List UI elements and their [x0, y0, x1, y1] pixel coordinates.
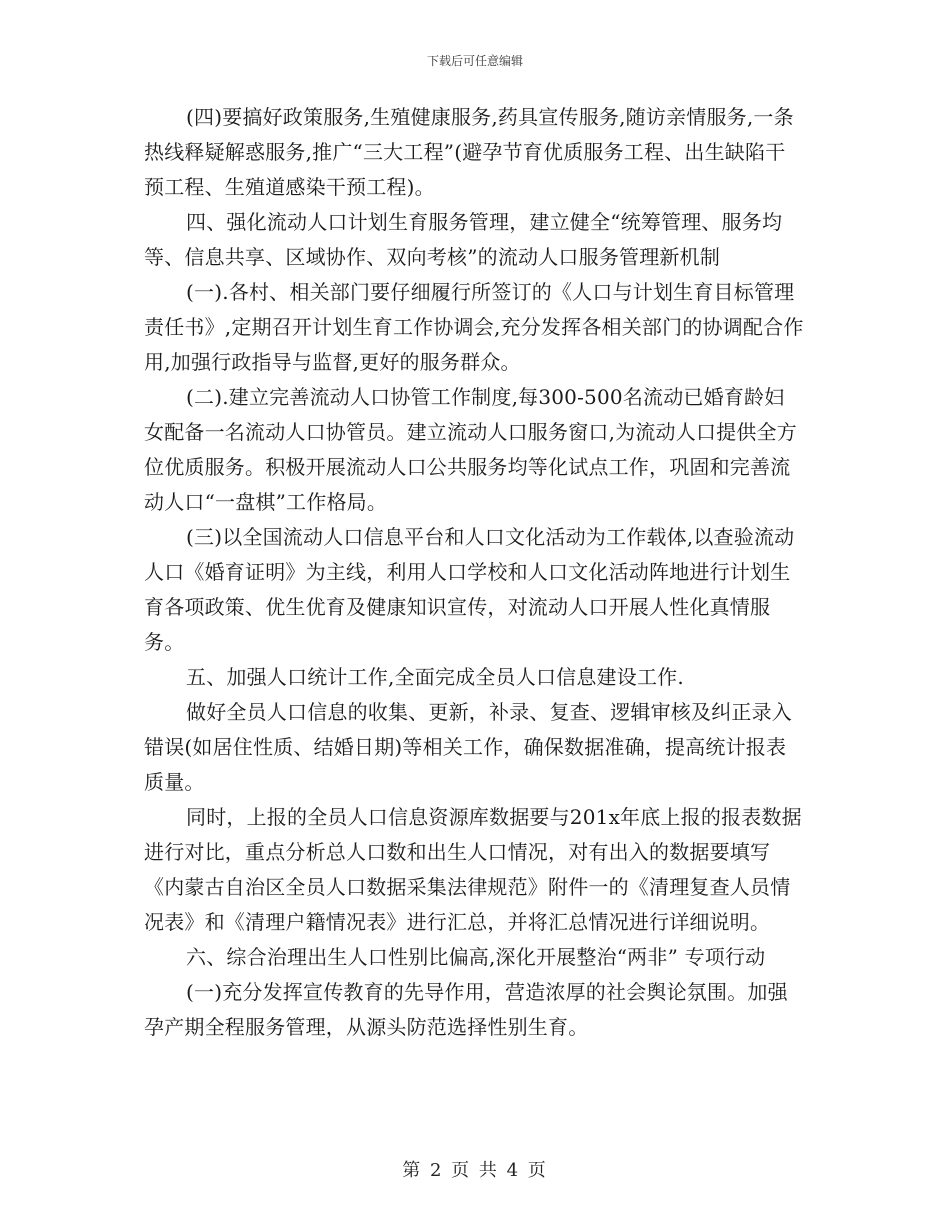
page-number: 第 2 页 共 4 页: [402, 1160, 548, 1181]
page-header: 下载后可任意编辑: [426, 54, 523, 68]
document-body: [144, 100, 804, 1045]
paragraph-service-policy: (四)要搞好政策服务,生殖健康服务,药具宣传服务,随访亲情服务,一条热线释疑解惑服务,推广“三大工程”(避孕节育优质服务工程、出生缺陷干预工程、生殖道感染干预工程)。: [144, 105, 794, 199]
heading-section-four: 四、强化流动人口计划生育服务管理，建立健全“统筹管理、服务均等、信息共享、区域协作、双向考核”的流动人口服务管理新机制: [144, 210, 783, 269]
paragraph-responsibility: (一).各村、相关部门要仔细履行所签订的《人口与计划生育目标管理责任书》,定期召开计划生育工作协调会,充分发挥各相关部门的协调配合作用,加强行政指导与监督,更好的服务群众。: [144, 280, 804, 374]
heading-section-five: 五、加强人口统计工作,全面完成全员人口信息建设工作.: [186, 665, 684, 689]
paragraph-publicity: (一)充分发挥宣传教育的先导作用，营造浓厚的社会舆论氛围。加强孕产期全程服务管理，从源头防范选择性别生育。: [144, 980, 788, 1039]
heading-section-six: 六、综合治理出生人口性别比偏高,深化开展整治“两非” 专项行动: [186, 945, 766, 969]
paragraph-information-platform: (三)以全国流动人口信息平台和人口文化活动为工作载体,以查验流动人口《婚育证明》为主线，利用人口学校和人口文化活动阵地进行计划生育各项政策、优生优育及健康知识宣传，对流动人口开展人性化真情服务。: [144, 525, 795, 654]
paragraph-data-comparison: 同时，上报的全员人口信息资源库数据要与201x年底上报的报表数据进行对比，重点分析总人口数和出生人口情况，对有出入的数据要填写《内蒙古自治区全员人口数据采集法律规范》附件一的《清理复查人员情况表》和《清理户籍情况表》进行汇总，并将汇总情况进行详细说明。: [144, 805, 802, 934]
paragraph-data-collection: 做好全员人口信息的收集、更新，补录、复查、逻辑审核及纠正录入错误(如居住性质、结婚日期)等相关工作，确保数据准确，提高统计报表质量。: [144, 700, 792, 794]
paragraph-coordinator-system: (二).建立完善流动人口协管工作制度,每300-500名流动已婚育龄妇女配备一名流动人口协管员。建立流动人口服务窗口,为流动人口提供全方位优质服务。积极开展流动人口公共服务均等化试点工作，巩固和完善流动人口“一盘棋”工作格局。: [144, 385, 797, 514]
